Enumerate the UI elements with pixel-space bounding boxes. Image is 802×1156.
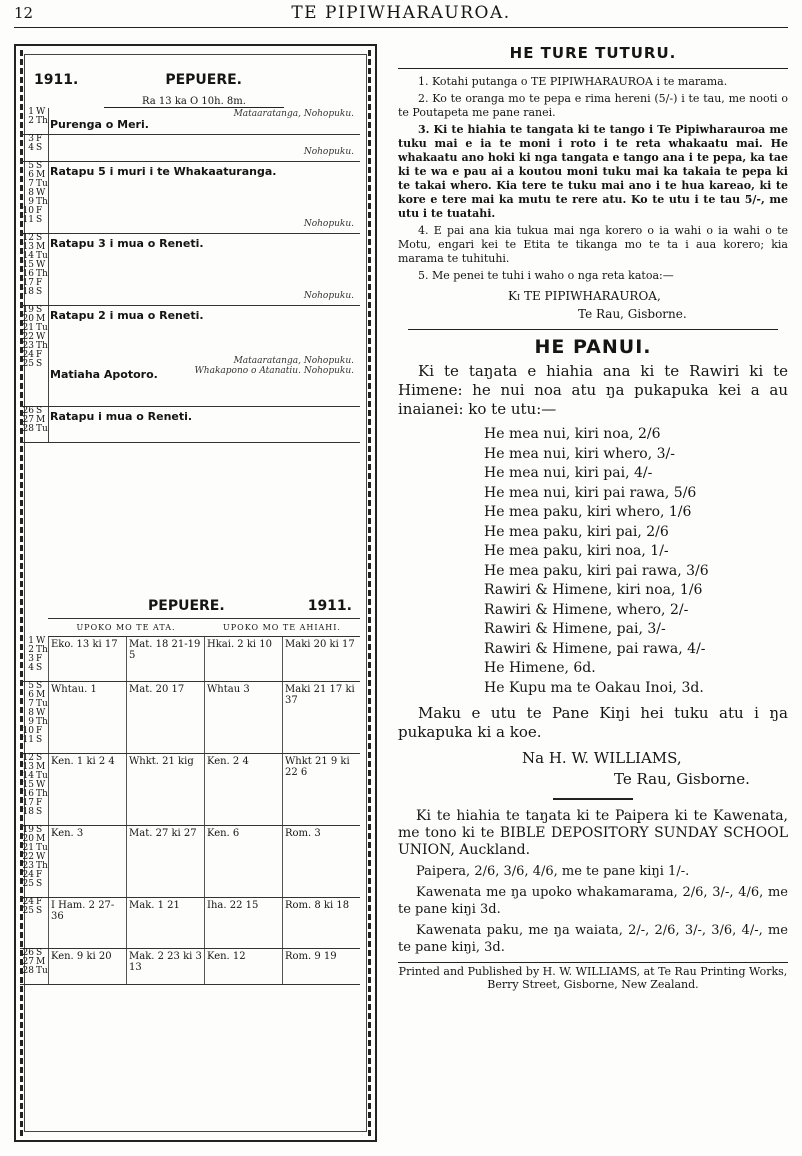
reading-cell: Mat. 18 21-19 5 (126, 637, 204, 681)
col-evening: UPOKO MO TE AHIAHI. (223, 623, 341, 632)
weekday: W (36, 260, 46, 270)
observance: Ratapu i mua o Reneti. (50, 410, 193, 423)
weekday: S (36, 906, 43, 916)
day-number: 25 (22, 359, 34, 369)
day-number: 25 (22, 879, 34, 889)
price-item: He mea paku, kiri noa, 1/- (484, 543, 669, 559)
readings-cells (48, 898, 360, 948)
day-number: 14 (22, 771, 34, 781)
price-item: Rawiri & Himene, whero, 2/- (484, 601, 689, 618)
church-calendar (20, 52, 360, 443)
header-rule (14, 27, 788, 28)
day-number: 21 (22, 843, 34, 853)
day-number: 24 (22, 350, 34, 360)
calendar-day (20, 279, 360, 288)
weekday: W (36, 780, 46, 790)
weekday: Th (36, 341, 48, 351)
week-divider (48, 306, 49, 406)
calendar-week (20, 162, 360, 234)
observance-note: Nohopuku. (303, 219, 354, 229)
weekday: Th (36, 717, 48, 727)
readings-week (20, 898, 360, 949)
weekday: S (36, 879, 43, 889)
price-item: He mea nui, kiri pai, 4/- (484, 465, 653, 481)
day-number: 8 (28, 188, 34, 198)
weekday: F (36, 206, 43, 216)
day-number: 5 (28, 681, 34, 691)
day-number: 7 (28, 699, 34, 709)
week-divider (48, 135, 49, 161)
right-column (398, 44, 788, 991)
day-number: 16 (22, 789, 34, 799)
day-number: 13 (22, 762, 34, 772)
rule-5: 5. Me penei te tuhi i waho o nga reta katoa:— (418, 269, 674, 282)
readings-cells (48, 949, 360, 984)
reading-cell: Ken. 12 (204, 949, 282, 984)
weekday: S (36, 735, 43, 745)
readings-week (20, 682, 360, 754)
day-number: 3 (28, 654, 34, 664)
reading-cell: Ken. 2 4 (204, 754, 282, 825)
calendar-day (20, 207, 360, 216)
weekday: Th (36, 197, 48, 207)
bible-notice: Ki te hiahia te taŋata ki te Paipera ki te Kawenata, me tono ki te BIBLE DEPOSITORY SUNDAY SCHOOL UNION, Auckland. (398, 808, 788, 858)
reading-cell: Mat. 27 ki 27 (126, 826, 204, 897)
page-header (0, 0, 802, 30)
price-item: He Himene, 6d. (484, 660, 596, 676)
price-item: He mea paku, kiri pai, 2/6 (484, 523, 669, 540)
calendar-week (20, 234, 360, 306)
weekday: W (36, 107, 46, 117)
calendar-day (20, 189, 360, 198)
day-number: 19 (22, 305, 34, 315)
day-number: 25 (22, 906, 34, 916)
day-number: 1 (28, 107, 34, 117)
weekday: M (36, 762, 46, 772)
price-item: He mea nui, kiri pai rawa, 5/6 (484, 484, 697, 501)
weekday: Th (36, 116, 48, 126)
price-item: Rawiri & Himene, kiri noa, 1/6 (484, 582, 703, 598)
calendar-weeks (20, 108, 360, 443)
observance-note: Mataaratanga, Nohopuku. (233, 109, 354, 119)
day-number: 12 (22, 233, 34, 243)
rule-2: 2. Ko te oranga mo te pepa e rima hereni (5/-) i te tau, me nooti o te Poutapeta me pane ranei. (398, 92, 788, 119)
day-number: 27 (22, 957, 34, 967)
readings-cells (48, 754, 360, 825)
readings-table (20, 592, 360, 985)
readings-heading (20, 592, 360, 618)
day-number: 4 (28, 663, 34, 673)
panui-postage: Maku e utu te Pane Kiŋi hei tuku atu i ŋa pukapuka ki a koe. (398, 704, 788, 741)
reading-cell: Ken. 1 ki 2 4 (48, 754, 126, 825)
day-number: 22 (22, 332, 34, 342)
reading-cell: Ken. 6 (204, 826, 282, 897)
weekday: S (36, 825, 43, 835)
weekday: Tu (36, 251, 48, 261)
day-number: 9 (28, 197, 34, 207)
day-number: 8 (28, 708, 34, 718)
weekday: S (36, 753, 43, 763)
week-divider (48, 108, 49, 134)
weekday: Tu (36, 699, 48, 709)
day-number: 18 (22, 287, 34, 297)
observance: Ratapu 5 i muri i te Whakaaturanga. (50, 165, 277, 178)
calendar-day (20, 198, 360, 207)
price-item: Rawiri & Himene, pai rawa, 4/- (484, 640, 706, 657)
day-number: 7 (28, 179, 34, 189)
readings-week (20, 949, 360, 985)
calendar-day (20, 425, 360, 434)
reading-cell: Mak. 1 21 (126, 898, 204, 948)
reading-cell: Whkt. 21 kig (126, 754, 204, 825)
day-number: 23 (22, 861, 34, 871)
readings-month: PEPUERE. (148, 598, 225, 614)
day-number: 22 (22, 852, 34, 862)
weekday: S (36, 807, 43, 817)
day-number: 24 (22, 897, 34, 907)
reading-cell: Ken. 3 (48, 826, 126, 897)
weekday: S (36, 305, 43, 315)
calendar-day (20, 135, 360, 144)
calendar-year: 1911. (34, 72, 79, 88)
reading-cell: Whtau 3 (204, 682, 282, 753)
weekday: Tu (36, 424, 48, 434)
day-number: 17 (22, 278, 34, 288)
weekday: S (36, 663, 43, 673)
day-number: 20 (22, 834, 34, 844)
rule-1: 1. Kotahi putanga o TE PIPIWHARAUROA i te marama. (418, 75, 728, 88)
weekday: S (36, 287, 43, 297)
day-number: 10 (22, 726, 34, 736)
weekday: F (36, 654, 43, 664)
address-line-2: Te Rau, Gisborne. (578, 307, 687, 321)
day-number: 9 (28, 717, 34, 727)
day-number: 5 (28, 161, 34, 171)
day-number: 26 (22, 406, 34, 416)
day-number: 3 (28, 134, 34, 144)
weekday: M (36, 834, 46, 844)
reading-cell: Iha. 22 15 (204, 898, 282, 948)
weekday: W (36, 708, 46, 718)
weekday: Tu (36, 771, 48, 781)
calendar-day (20, 342, 360, 351)
day-number: 12 (22, 753, 34, 763)
weekday: Tu (36, 179, 48, 189)
weekday: Th (36, 269, 48, 279)
day-number: 2 (28, 645, 34, 655)
weekday: F (36, 278, 43, 288)
reading-cell: I Ham. 2 27-36 (48, 898, 126, 948)
weekday: S (36, 359, 43, 369)
day-number: 11 (22, 215, 34, 225)
day-number: 6 (28, 690, 34, 700)
reading-cell: Maki 20 ki 17 (282, 637, 360, 681)
page-number: 12 (14, 4, 34, 22)
calendar-day (20, 270, 360, 279)
readings-year: 1911. (307, 598, 352, 614)
week-divider (48, 234, 49, 305)
weekday: Th (36, 789, 48, 799)
observance-note: Nohopuku. (303, 291, 354, 301)
reading-cell: Ken. 9 ki 20 (48, 949, 126, 984)
bible-price-1: Paipera, 2/6, 3/6, 4/6, me te pane kiŋi 1/-. (416, 864, 690, 879)
calendar-week (20, 306, 360, 407)
day-number: 1 (28, 636, 34, 646)
day-number: 15 (22, 260, 34, 270)
readings-week (20, 754, 360, 826)
weekday: S (36, 681, 43, 691)
calendar-week (20, 407, 360, 443)
day-number: 28 (22, 966, 34, 976)
weekday: F (36, 897, 43, 907)
day-number: 28 (22, 424, 34, 434)
calendar-heading (20, 52, 360, 88)
day-number: 15 (22, 780, 34, 790)
weekday: S (36, 233, 43, 243)
weekday: M (36, 242, 46, 252)
calendar-day (20, 180, 360, 189)
signature-place: Te Rau, Gisborne. (614, 770, 750, 788)
day-number: 26 (22, 948, 34, 958)
weekday: M (36, 314, 46, 324)
readings-cells (48, 637, 360, 681)
weekday: S (36, 406, 43, 416)
readings-rows (20, 637, 360, 985)
day-number: 10 (22, 206, 34, 216)
printer-imprint: Printed and Published by H. W. WILLIAMS, at Te Rau Printing Works, Berry Street, Gisborne, New Zealand. (398, 962, 788, 991)
week-divider (48, 162, 49, 233)
day-number: 11 (22, 735, 34, 745)
weekday: W (36, 636, 46, 646)
page-title: TE PIPIWHARAUROA. (291, 3, 511, 23)
weekday: F (36, 350, 43, 360)
observance-2: Matiaha Apotoro. (50, 368, 158, 381)
observance-note: Nohopuku. (303, 147, 354, 157)
weekday: Tu (36, 843, 48, 853)
calendar-day (20, 333, 360, 342)
weekday: Th (36, 645, 48, 655)
frame-border-right (368, 50, 371, 1136)
weekday: Tu (36, 966, 48, 976)
price-item: Rawiri & Himene, pai, 3/- (484, 621, 666, 637)
reading-cell: Whkt 21 9 ki 22 6 (282, 754, 360, 825)
reading-cell: Rom. 8 ki 18 (282, 898, 360, 948)
day-number: 14 (22, 251, 34, 261)
readings-cells (48, 682, 360, 753)
weekday: Th (36, 861, 48, 871)
calendar-day (20, 324, 360, 333)
rules-rule (398, 68, 788, 69)
observance: Purenga o Meri. (50, 118, 149, 131)
weekday: M (36, 415, 46, 425)
day-number: 13 (22, 242, 34, 252)
bible-price-2: Kawenata me ŋa upoko whakamarama, 2/6, 3/-, 4/6, me te pane kiŋi 3d. (398, 885, 788, 917)
readings-column-headers (48, 618, 360, 637)
panui-intro: Ki te taŋata e hiahia ana ki te Rawiri ki te Himene: he nui noa atu ŋa pukapuka kei a au inaianei: ko te utu:— (398, 362, 788, 418)
reading-cell: Mak. 2 23 ki 3 13 (126, 949, 204, 984)
panui-heading: HE PANUI. (534, 336, 652, 358)
rule-4: 4. E pai ana kia tukua mai nga korero o ia wahi o ia wahi o te Motu, engari kei te Etita te tikanga mo te ta i aua korero; kia marama te tuhituhi. (398, 224, 788, 265)
calendar-day (20, 261, 360, 270)
calendar-week (20, 108, 360, 135)
signature-name: Na H. W. WILLIAMS, (522, 749, 682, 767)
day-number: 18 (22, 807, 34, 817)
reading-cell: Eko. 13 ki 17 (48, 637, 126, 681)
observance: Ratapu 3 i mua o Reneti. (50, 237, 204, 250)
weekday: S (36, 215, 43, 225)
reading-cell: Rom. 9 19 (282, 949, 360, 984)
price-item: He mea nui, kiri noa, 2/6 (484, 426, 661, 442)
day-number: 21 (22, 323, 34, 333)
readings-week (20, 637, 360, 682)
weekday: W (36, 852, 46, 862)
weekday: S (36, 161, 43, 171)
address-line-1: Ki TE PIPIWHARAUROA, (508, 289, 661, 303)
price-item: He mea paku, kiri whero, 1/6 (484, 504, 692, 520)
reading-cell: Rom. 3 (282, 826, 360, 897)
day-number: 23 (22, 341, 34, 351)
week-divider (48, 407, 49, 442)
day-number: 17 (22, 798, 34, 808)
bible-price-3: Kawenata paku, me ŋa waiata, 2/-, 2/6, 3/-, 3/6, 4/-, me te pane kiŋi, 3d. (398, 923, 788, 955)
day-number: 24 (22, 870, 34, 880)
weekday: F (36, 870, 43, 880)
weekday: S (36, 948, 43, 958)
day-number: 27 (22, 415, 34, 425)
divider (408, 329, 778, 330)
weekday: F (36, 726, 43, 736)
day-number: 2 (28, 116, 34, 126)
calendar-week (20, 135, 360, 162)
day-number: 4 (28, 143, 34, 153)
weekday: M (36, 690, 46, 700)
price-item: He mea paku, kiri pai rawa, 3/6 (484, 562, 709, 579)
weekday: W (36, 188, 46, 198)
reading-cell: Mat. 20 17 (126, 682, 204, 753)
weekday: F (36, 798, 43, 808)
weekday: M (36, 957, 46, 967)
price-list (398, 425, 788, 698)
calendar-month: PEPUERE. (165, 72, 242, 88)
price-item: He Kupu ma te Oakau Inoi, 3d. (484, 679, 704, 696)
day-number: 19 (22, 825, 34, 835)
calendar-day (20, 252, 360, 261)
readings-week (20, 826, 360, 898)
price-item: He mea nui, kiri whero, 3/- (484, 445, 675, 462)
reading-cell: Whtau. 1 (48, 682, 126, 753)
rule-3: 3. Ki te hiahia te tangata ki te tango i Te Pipiwharauroa me tuku mai e ia te moni i roto i te reta whakaatu mai. He whakaatu ano hoki ki nga tangata e tango ana i te pepa, ka tae ki te wa e pau ai a koutou moni tuku mai ka takaia te pepa ki te takai whero. Kia tere te tuku mai ano i te hua kareao, ki te kore e tere mai ka mutu te rere atu. Ko te utu i te tau 5/-, me utu i te tuatahi. (398, 123, 788, 220)
day-number: 16 (22, 269, 34, 279)
weekday: F (36, 134, 43, 144)
weekday: S (36, 143, 43, 153)
weekday: M (36, 170, 46, 180)
weekday: Tu (36, 323, 48, 333)
moon-phase-note: Ra 13 ka O 10h. 8m. (104, 96, 284, 108)
readings-cells (48, 826, 360, 897)
observance: Ratapu 2 i mua o Reneti. (50, 309, 204, 322)
reading-cell: Hkai. 2 ki 10 (204, 637, 282, 681)
reading-cell: Maki 21 17 ki 37 (282, 682, 360, 753)
day-number: 20 (22, 314, 34, 324)
rules-heading: HE TURE TUTURU. (509, 44, 677, 62)
day-number: 6 (28, 170, 34, 180)
ornament-rule (553, 798, 633, 800)
observance-note: Mataaratanga, Nohopuku. Whakapono o Atanatiu. Nohopuku. (194, 356, 354, 376)
weekday: W (36, 332, 46, 342)
col-morning: UPOKO MO TE ATA. (76, 623, 176, 632)
